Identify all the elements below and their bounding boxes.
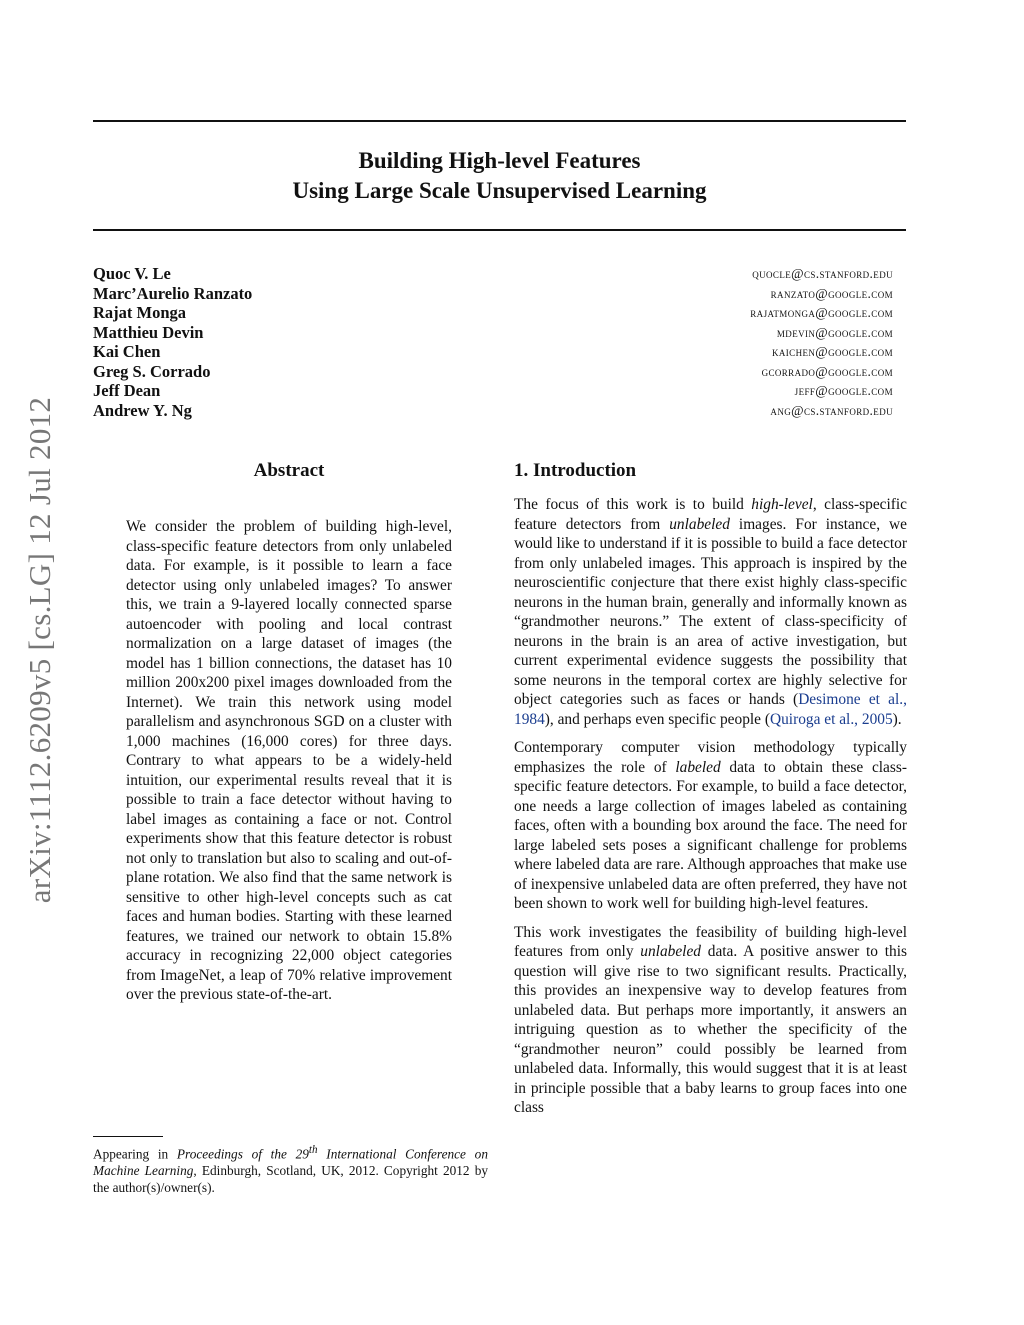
author-email: ranzato@google.com: [770, 285, 893, 301]
footnote: Appearing in Proceedings of the 29th International Conference on Machine Learning, Edinburgh, Scotland, UK, 2012. Copyright 2012 by the author(s)/owner(s).: [93, 1144, 489, 1196]
title-line-1: Building High-level Features: [358, 148, 641, 173]
author-name: Andrew Y. Ng: [93, 400, 192, 420]
author-name: Kai Chen: [93, 342, 161, 361]
author-email: rajatmonga@google.com: [750, 305, 893, 320]
intro-paragraph-3: This work investigates the feasibility of building high-level features from only unlabeled data. A positive answer to this question will give rise to two significant results. Practically, this provides an inexpensive way to develop features from unlabeled data. But perhaps more importantly, it answers an intriguing question as to whether the specificity of the “grandmother neuron” could possibly be learned from unlabeled data. Informally, this would suggest that it is at least in principle possible that a baby learns to group faces into one class: [514, 923, 907, 1116]
author-name: Rajat Monga: [93, 303, 187, 322]
author-name: Marc’Aurelio Ranzato: [93, 283, 253, 303]
title-rule-bottom: [93, 229, 906, 231]
author-row: [93, 401, 893, 421]
abstract-heading: Abstract: [253, 460, 325, 481]
author-email: ang@cs.stanford.edu: [770, 402, 893, 418]
author-row: [93, 303, 893, 323]
intro-paragraph-1: The focus of this work is to build high-level, class-specific feature detectors from unlabeled images. For instance, we would like to understand if it is possible to build a face detector from only unlabeled images. This approach is inspired by the neuroscientific conjecture that there exist highly class-specific neurons in the human brain, generally and informally known as “grandmother neurons.” The extent of class-specificity of neurons in the brain is an area of active investigation, but current experimental evidence suggests the possibility that some neurons in the temporal cortex are highly selective for object categories such as faces or hands (Desimone et al., 1984), and perhaps even specific people (Quiroga et al., 2005).: [514, 496, 908, 728]
author-email: jeff@google.com: [794, 383, 893, 398]
author-name: Greg S. Corrado: [93, 361, 211, 381]
introduction-heading: 1. Introduction: [514, 460, 637, 481]
author-row: [93, 284, 893, 304]
author-name: Quoc V. Le: [93, 264, 171, 283]
abstract-text: We consider the problem of building high-level, class-specific feature detectors from only unlabeled data. For example, is it possible to learn a face detector using only unlabeled images? To answer this, we train a 9-layered locally connected sparse autoencoder with pooling and local contrast normalization on a large dataset of images (the model has 1 billion connections, the dataset has 10 million 200x200 pixel images downloaded from the Internet). We train this network using model parallelism and asynchronous SGD on a cluster with 1,000 machines (16,000 cores) for three days. Contrary to what appears to be a widely-held intuition, our experimental results reveal that it is possible to train a face detector without having to label images as containing a face or not. Control experiments show that this feature detector is robust not only to translation but also to scaling and out-of-plane rotation. We also find that the same network is sensitive to other high-level concepts such as cat faces and human bodies. Starting with these learned features, we trained our network to obtain 15.8% accuracy in recognizing 22,000 object categories from ImageNet, a leap of 70% relative improvement over the previous state-of-the-art.: [126, 518, 452, 1003]
author-email: mdevin@google.com: [776, 324, 893, 340]
author-row: [93, 342, 893, 362]
intro-paragraph-2: Contemporary computer vision methodology typically emphasizes the role of labeled data to obtain these class-specific feature detectors. For example, to build a face detector, one needs a large collection of images labeled as containing faces, often with a bounding box around the face. The need for large labeled sets poses a significant challenge for problems where labeled data are rare. Although approaches that make use of inexpensive unlabeled data are often preferred, they have not been shown to work well for building high-level features.: [514, 739, 907, 912]
citation-link[interactable]: Quiroga et al., 2005: [769, 710, 893, 728]
author-row: [93, 381, 893, 401]
author-email: gcorrado@google.com: [761, 363, 893, 379]
author-row: [93, 362, 893, 382]
author-email: quocle@cs.stanford.edu: [752, 266, 893, 281]
title-line-2: Using Large Scale Unsupervised Learning: [292, 178, 707, 203]
title-rule-top: [93, 120, 906, 122]
footnote-rule: [93, 1136, 163, 1137]
author-name: Matthieu Devin: [93, 322, 204, 342]
author-email: kaichen@google.com: [771, 344, 893, 359]
author-row: [93, 264, 893, 284]
citation-link[interactable]: Desimone et al., 1984: [514, 691, 907, 728]
arxiv-identifier: arXiv:1112.6209v5 [cs.LG] 12 Jul 2012: [22, 396, 57, 904]
author-row: [93, 323, 893, 343]
author-name: Jeff Dean: [93, 381, 161, 400]
author-list: [93, 264, 893, 420]
introduction-body: [514, 495, 907, 1127]
